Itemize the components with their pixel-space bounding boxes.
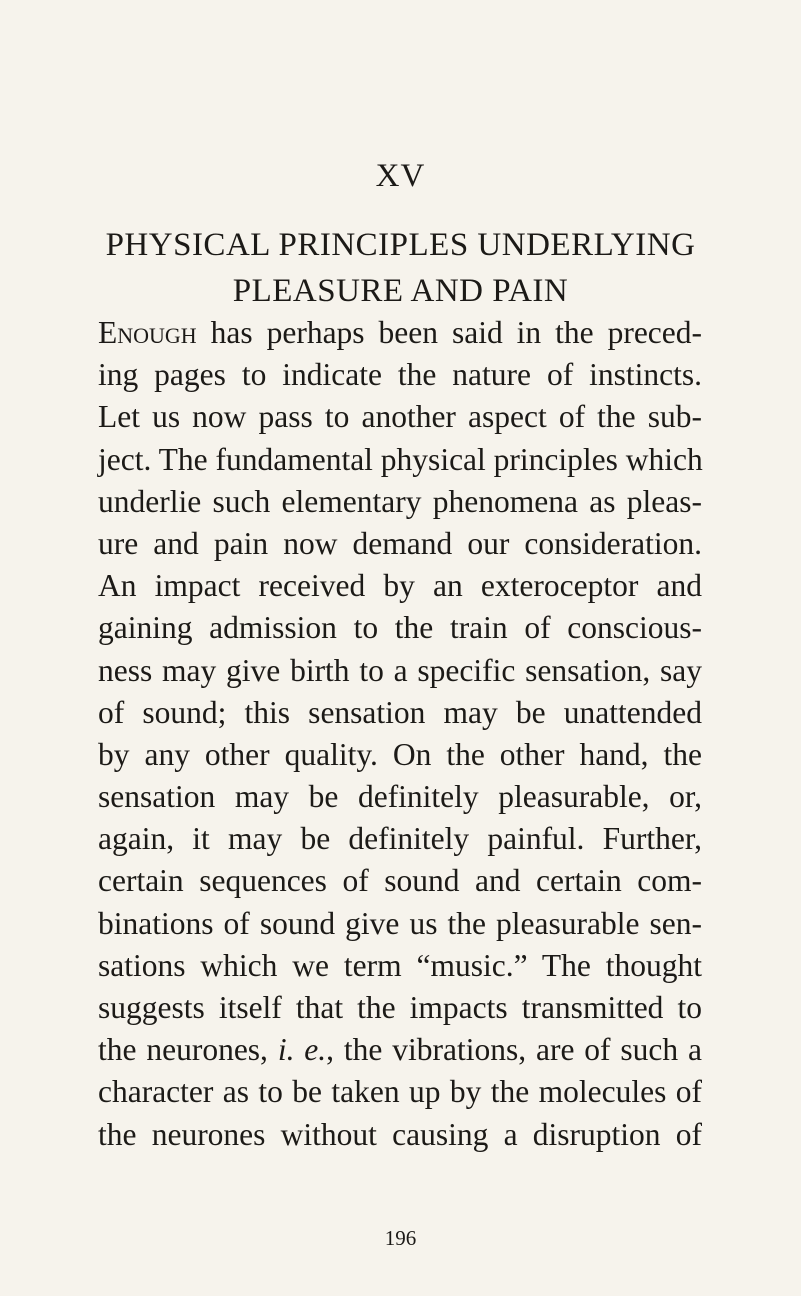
- text-line: by any other quality. On the other hand, the: [98, 736, 702, 772]
- text-line: binations of sound give us the pleasurable sen-: [98, 905, 702, 941]
- text-line-1: [98, 312, 702, 354]
- text-line: sations which we term “music.” The thought: [98, 947, 702, 983]
- text-line: again, it may be definitely painful. Further,: [98, 821, 702, 857]
- text-line: of sound; this sensation may be unattended: [98, 694, 702, 730]
- body-paragraph: [98, 312, 702, 1156]
- text-line-18-after: , the vibrations, are of such a: [326, 1032, 703, 1068]
- chapter-title-line-2: PLEASURE AND PAIN: [232, 273, 569, 309]
- chapter-title: [0, 222, 801, 314]
- page-number: 196: [384, 1226, 417, 1250]
- text-line: character as to be taken up by the molecules of: [98, 1074, 702, 1110]
- opening-word: Enough: [98, 315, 197, 350]
- chapter-number: XV: [375, 158, 426, 194]
- text-line: gaining admission to the train of conscious-: [98, 610, 702, 646]
- text-line: the neurones without causing a disruption of: [98, 1116, 702, 1152]
- abbreviation-italic: i. e.: [277, 1032, 327, 1068]
- text-line: ing pages to indicate the nature of instincts.: [98, 357, 702, 393]
- text-line: certain sequences of sound and certain com-: [98, 863, 702, 899]
- text-line-18-before: the neurones,: [98, 1032, 278, 1068]
- text-line: ness may give birth to a specific sensation, say: [98, 652, 702, 688]
- text-line: underlie such elementary phenomena as pleas-: [98, 483, 702, 519]
- text-line: ure and pain now demand our consideration.: [98, 525, 702, 561]
- text-line: sensation may be definitely pleasurable, or,: [98, 779, 702, 815]
- chapter-title-line-1: PHYSICAL PRINCIPLES UNDERLYING: [105, 227, 696, 263]
- text-line: ject. The fundamental physical principles which: [98, 441, 703, 477]
- text-line: suggests itself that the impacts transmitted to: [98, 990, 702, 1025]
- text-line-18: [98, 1029, 702, 1071]
- text-line: Let us now pass to another aspect of the sub-: [98, 399, 702, 435]
- text-line: An impact received by an exteroceptor and: [98, 568, 702, 604]
- text-line-1-rest: has perhaps been said in the preced-: [196, 315, 702, 350]
